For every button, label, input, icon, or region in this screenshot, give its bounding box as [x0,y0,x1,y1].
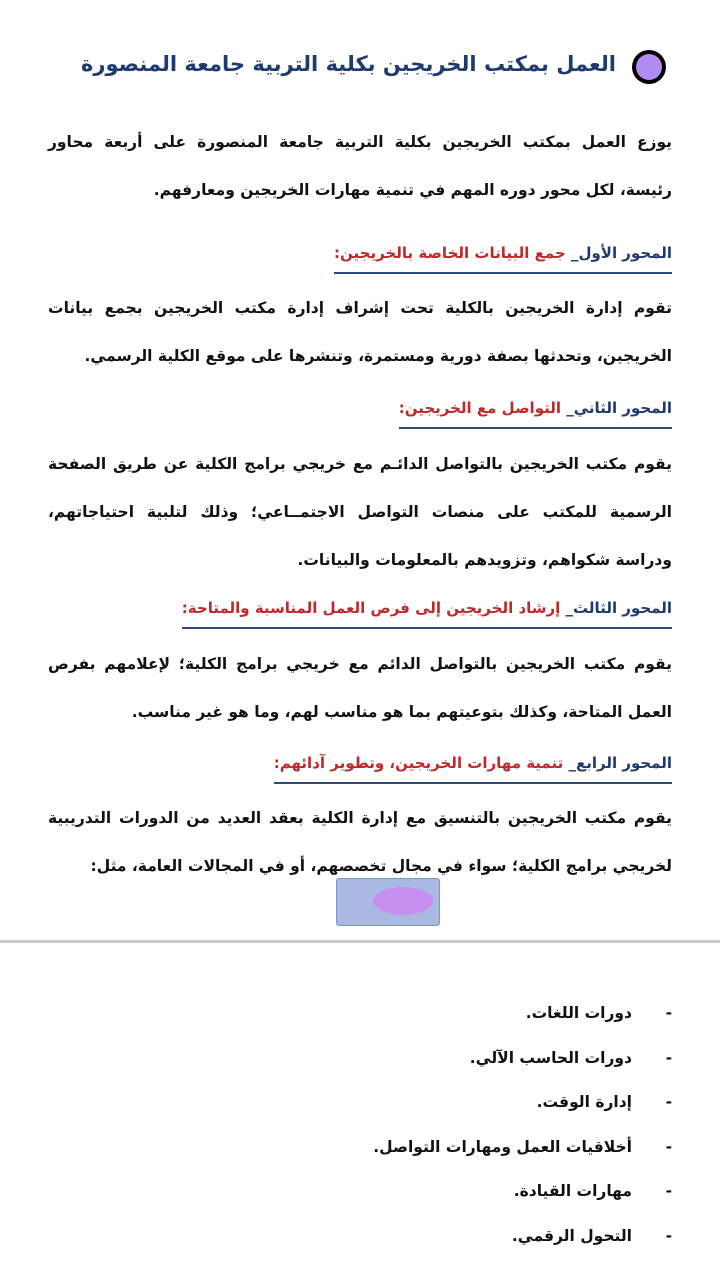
redaction-box [336,878,440,926]
section-subtitle: إرشاد الخريجين إلى فرص العمل المناسبة والمتاحة: [181,599,561,617]
section-axis: المحور الثالث [573,599,672,617]
section-subtitle: تنمية مهارات الخريجين، وتطوير آدائهم: [273,754,564,772]
section-3-body: يقوم مكتب الخريجين بالتواصل الدائم مع خريجي برامج الكلية؛ لإعلامهم بفرص العمل المتاحة، وكذلك بتوعيتهم بما هو مناسب لهم، وما هو غير مناسب. [48,655,672,721]
section-2-heading: المحور الثاني_ التواصل مع الخريجين: [399,395,672,429]
intro-paragraph: يوزع العمل بمكتب الخريجين بكلية التربية جامعة المنصورة على أربعة محاور رئيسة، لكل محور دوره المهم في تنمية مهارات الخريجين ومعارفهم. [48,133,672,199]
section-1-body: تقوم إدارة الخريجين بالكلية تحت إشراف إدارة مكتب الخريجين بجمع بيانات الخريجين، وتحدثها بصفة دورية ومستمرة، وتنشرها على موقع الكلية الرسمي. [48,299,672,365]
redaction-mark [373,887,433,915]
list-item: - دورات الحاسب الآلي. [469,1048,672,1067]
page-break-divider [0,940,720,943]
title-bullet-icon [632,50,666,84]
section-axis: المحور الرابع [575,754,672,772]
section-4-body: يقوم مكتب الخريجين بالتنسيق مع إدارة الكلية بعقد العديد من الدورات التدريبية لخريجي برامج الكلية؛ سواء في مجال تخصصهم، أو في المجالات العامة، مثل: [48,809,672,875]
course-list [312,1000,672,1267]
section-2-body: يقوم مكتب الخريجين بالتواصل الدائـم مع خريجي برامج الكلية عن طريق الصفحة الرسمية للمكتب على منصات التواصل الاجتمــاعي؛ وذلك لتلبية احتياجاتهم، ودراسة شكواهم، وتزويدهم بالمعلومات والبيانات. [48,455,672,569]
section-3-heading: المحور الثالث_ إرشاد الخريجين إلى فرص العمل المناسبة والمتاحة: [182,595,672,629]
section-axis: المحور الثاني [573,399,672,417]
title-row [20,44,616,84]
list-item: - دورات اللغات. [525,1004,672,1022]
section-1-heading: المحور الأول_ جمع البيانات الخاصة بالخريجين: [334,240,672,274]
section-4-heading: المحور الرابع_ تنمية مهارات الخريجين، وتطوير آدائهم: [274,750,672,784]
list-item: - إدارة الوقت. [536,1093,672,1111]
section-subtitle: التواصل مع الخريجين: [398,399,562,417]
list-item: - مهارات القيادة. [513,1182,672,1200]
document-title: العمل بمكتب الخريجين بكلية التربية جامعة المنصورة [81,52,616,76]
list-item: - التحول الرقمي. [511,1226,672,1245]
section-axis: المحور الأول [578,244,672,262]
list-item: - أخلاقيات العمل ومهارات التواصل. [373,1137,672,1156]
section-subtitle: جمع البيانات الخاصة بالخريجين: [334,244,566,262]
